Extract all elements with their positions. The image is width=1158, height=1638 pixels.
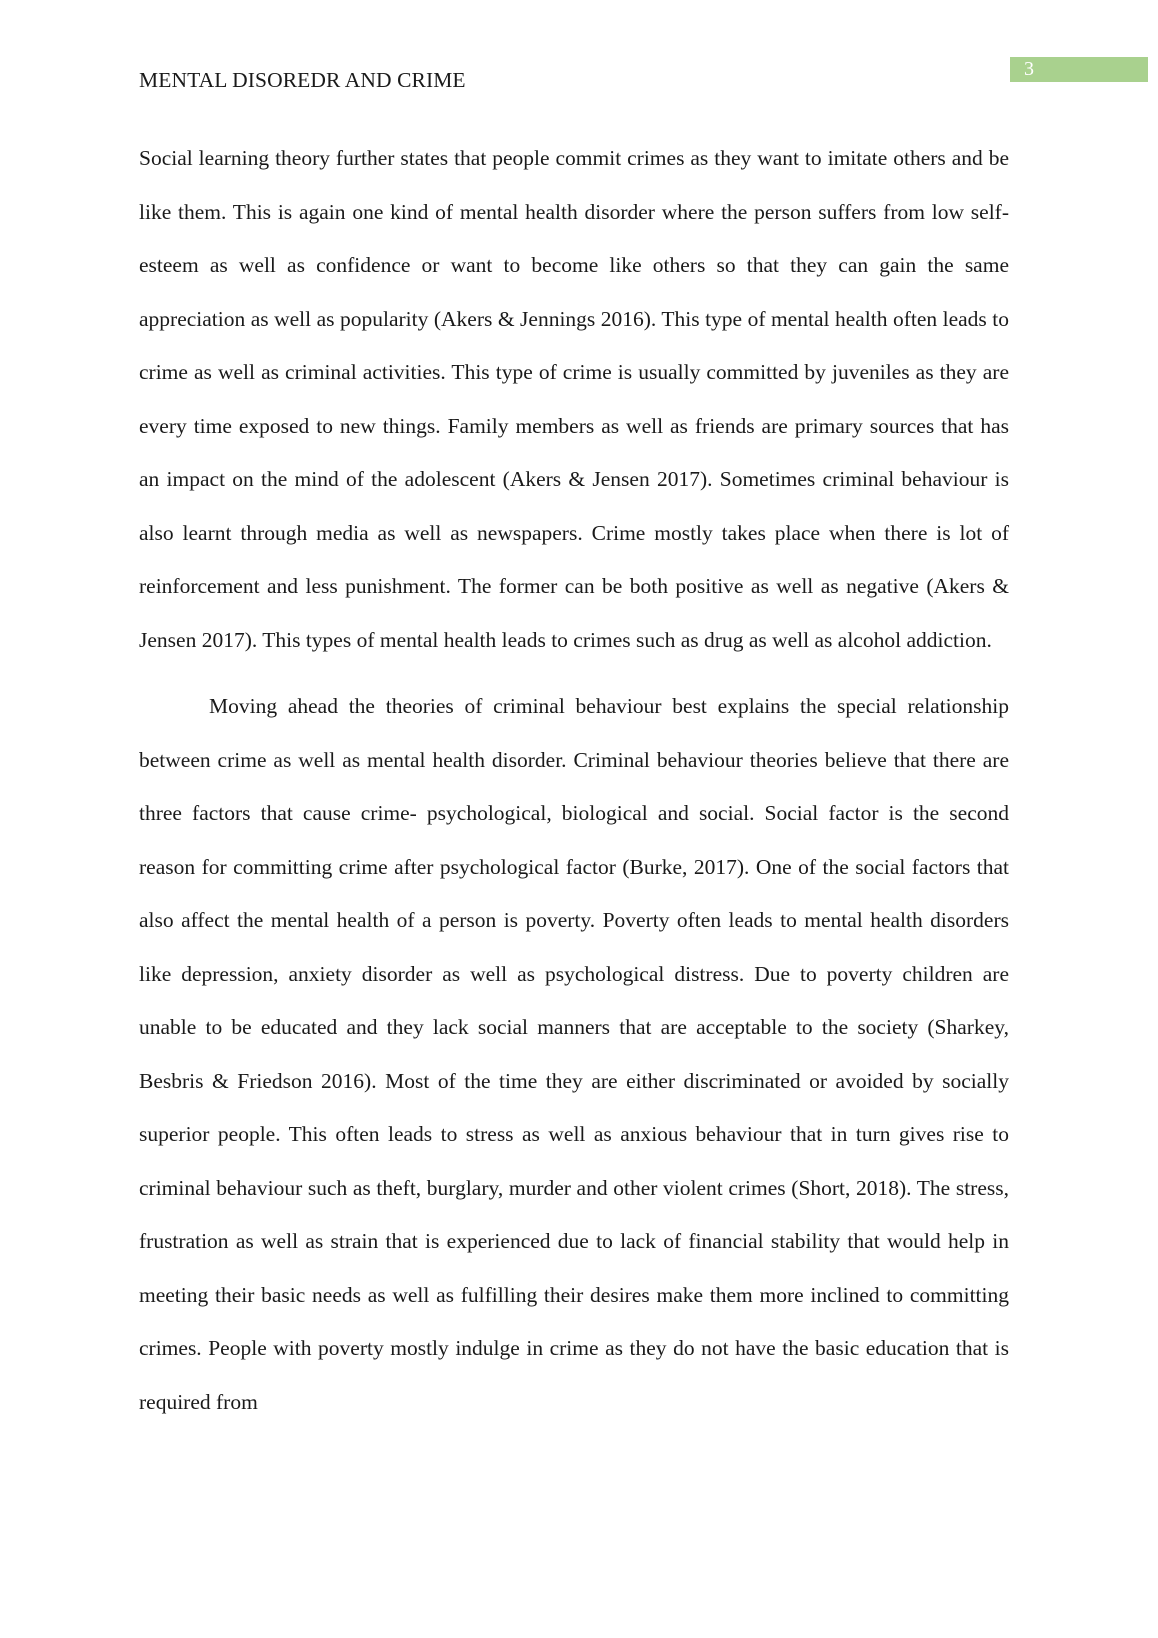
paragraph-social-learning: Social learning theory further states that people commit crimes as they want to imitate others and be like them. This is again one kind of mental health disorder where the person suffers from low self-esteem as well as confidence or want to become like others so that they can gain the same appreciation as well as popularity (Akers & Jennings 2016). This type of mental health often leads to crime as well as criminal activities. This type of crime is usually committed by juveniles as they are every time exposed to new things. Family members as well as friends are primary sources that has an impact on the mind of the adolescent (Akers & Jensen 2017). Sometimes criminal behaviour is also learnt through media as well as newspapers. Crime mostly takes place when there is lot of reinforcement and less punishment. The former can be both positive as well as negative (Akers & Jensen 2017). This types of mental health leads to crimes such as drug as well as alcohol addiction. — [139, 146, 1009, 652]
running-head: MENTAL DISOREDR AND CRIME — [139, 68, 466, 92]
document-body — [139, 132, 1009, 1429]
page-number: 3 — [1010, 57, 1148, 82]
paragraph-criminal-behaviour: Moving ahead the theories of criminal behaviour best explains the special relationship between crime as well as mental health disorder. Criminal behaviour theories believe that there are three factors that cause crime- psychological, biological and social. Social factor is the second reason for committing crime after psychological factor (Burke, 2017). One of the social factors that also affect the mental health of a person is poverty. Poverty often leads to mental health disorders like depression, anxiety disorder as well as psychological distress. Due to poverty children are unable to be educated and they lack social manners that are acceptable to the society (Sharkey, Besbris & Friedson 2016). Most of the time they are either discriminated or avoided by socially superior people. This often leads to stress as well as anxious behaviour that in turn gives rise to criminal behaviour such as theft, burglary, murder and other violent crimes (Short, 2018). The stress, frustration as well as strain that is experienced due to lack of financial stability that would help in meeting their basic needs as well as fulfilling their desires make them more inclined to committing crimes. People with poverty mostly indulge in crime as they do not have the basic education that is required from — [139, 694, 1009, 1414]
